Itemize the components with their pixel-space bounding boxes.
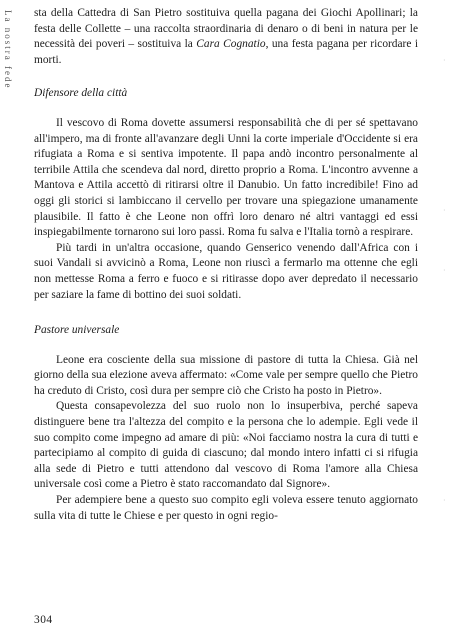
page-body — [34, 6, 418, 524]
intro-paragraph — [34, 6, 418, 68]
margin-mark: · — [443, 206, 446, 215]
section-heading: Difensore della città — [34, 87, 128, 100]
section-heading: Pastore universale — [34, 324, 120, 337]
body-paragraph: Per adempiere bene a questo suo compito egli voleva essere tenuto aggiornato sulla vita di tutte le Chiese e per questo in ogni regio- — [34, 494, 418, 522]
body-paragraph: Il vescovo di Roma dovette assumersi responsabilità che di per sé spettavano all'impero, ma di fronte all'avanzare degli Unni la corte imperiale d'Occidente si era rifugiata a Roma e si sentiva impotente. Il papa andò incontro personalmente al terribile Attila che scendeva dal nord, diretto proprio a Roma. L'incontro avvenne a Mantova e Attila accettò di ritirarsi oltre il Danubio. Un fatto incredibile! Fino ad oggi gli storici si lambiccano il cervello per trovare una spiegazione umanamente plausibile. Il fatto è che Leone non offrì loro denaro né altri vantaggi ed essi inspiegabilmente tornarono sui loro passi. Roma fu salva e l'Italia tornò a respirare. — [34, 116, 418, 239]
intro-text: sta della Cattedra di San Pietro sostituiva quella pagana dei Giochi Apollinari; la festa delle Collette – una raccolta straordinaria di denaro o di beni in natura per le necessità dei poveri – sostituiva la — [34, 7, 418, 51]
margin-mark: · — [443, 56, 446, 65]
body-paragraph: Questa consapevolezza del suo ruolo non lo insuperbiva, perché sapeva distinguere bene tra l'altezza del compito e la persona che lo adempie. Egli vede il suo compito come impegno ad amare di più: «Noi facciamo nostra la cura di tutti e partecipiamo al compito di guida di ciascuno; dal mondo intero infatti ci si rifugia alla sede di Pietro e tutti attendono dal vescovo di Roma l'amore alla Chiesa universale così come a Pietro è stato raccomandato dal Signore». — [34, 400, 418, 491]
page-number: 304 — [34, 614, 53, 626]
intro-italic-term: Cara Cognatio — [196, 38, 266, 51]
margin-mark: · — [443, 496, 446, 505]
intro-text-end: , una festa pagana per ricordare i morti. — [34, 38, 418, 66]
body-paragraph: Leone era cosciente della sua missione di pastore di tutta la Chiesa. Già nel giorno della sua elezione aveva affermato: «Come vale per sempre quello che Pietro ha creduto di Cristo, così dura per sempre ciò che Cristo ha posto in Pietro». — [34, 353, 418, 397]
margin-mark: · — [443, 266, 446, 275]
body-paragraph: Più tardi in un'altra occasione, quando Genserico venendo dall'Africa con i suoi Vandali si avvicinò a Roma, Leone non riuscì a fermarlo ma ottenne che egli non mettesse Roma a ferro e fuoco e si ritirasse dopo aver depredato il necessario per saziare la fame di bottino dei suoi soldati. — [34, 241, 418, 301]
running-margin-label: La nostra fede — [3, 10, 13, 90]
